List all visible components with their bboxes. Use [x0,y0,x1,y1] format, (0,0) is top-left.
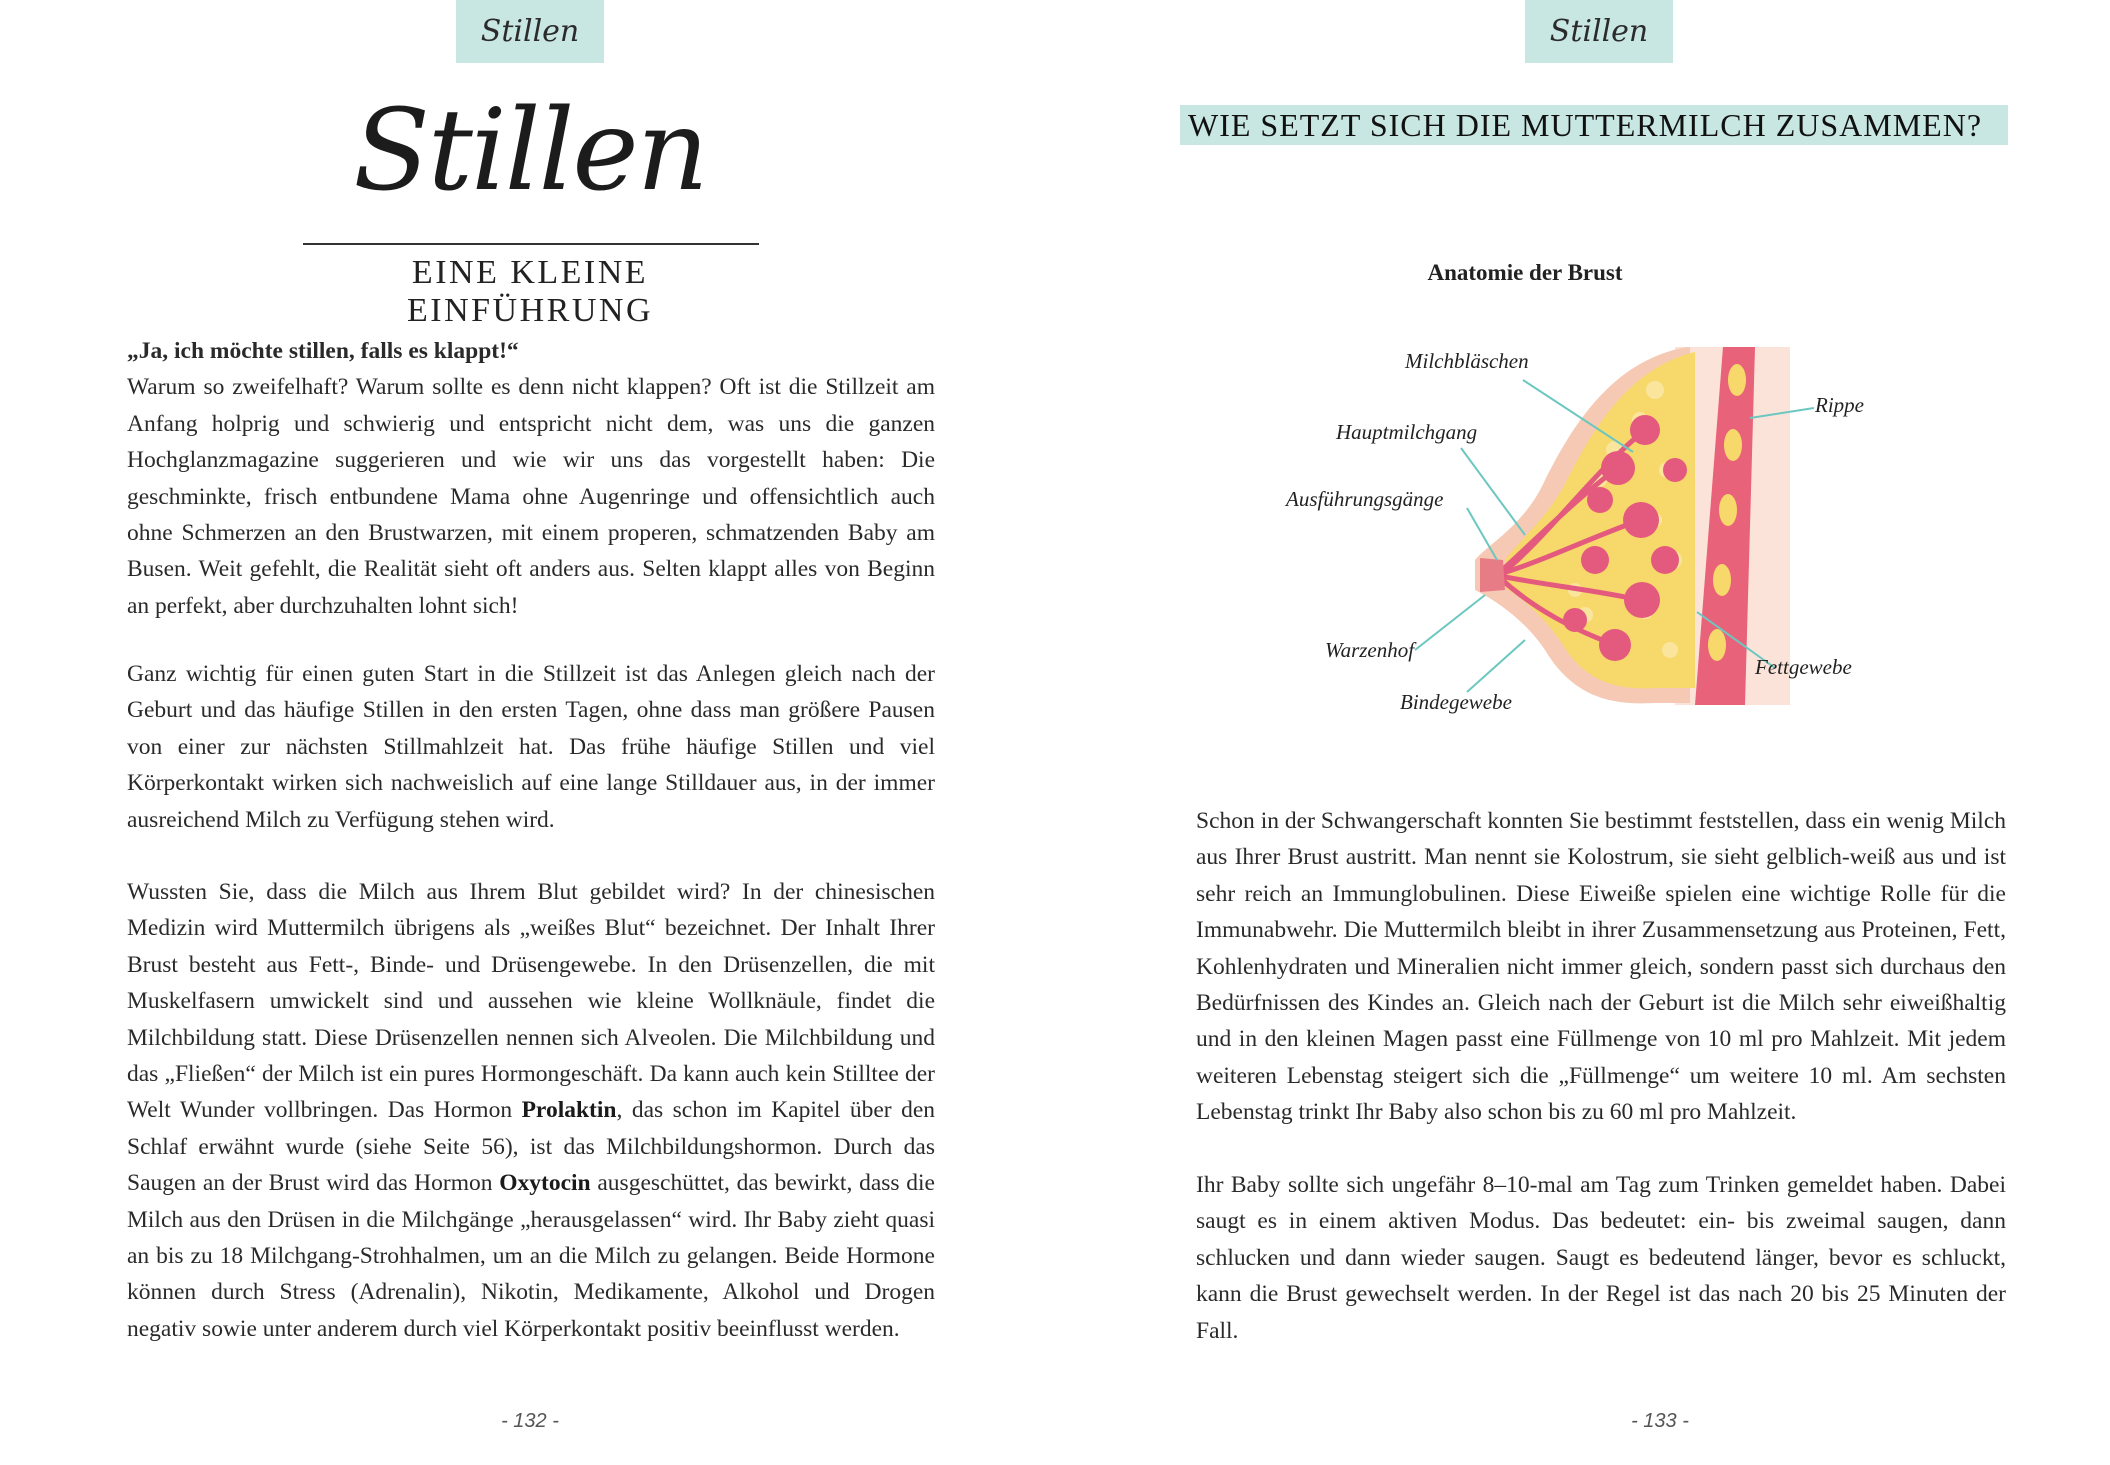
paragraph-text: , das schon im Kapitel über den Schlaf erwähnt wurde (siehe Seite 56), ist das Milchbildungshormon. Durch das Saugen an der Brust wird das Hormon [127,1097,935,1197]
paragraph-text: ausgeschüttet, das bewirkt, dass die Milch aus den Drüsen in die Milchgänge „herausgelassen“ wird. Ihr Baby zieht quasi an bis zu 18 Milchgang-Strohhalmen, um an die Milch zu gelangen. Beide Hormone können durch Stress (Adrenalin), Nikotin, Medikamente, Alkohol und Drogen negativ sowie unter anderem durch viel Körperkontakt positiv beeinflusst werden. [127,1170,935,1342]
label-rippe: Rippe [1815,393,1864,417]
diagram-title: Anatomie der Brust [1427,260,1623,285]
lead-question: „Ja, ich möchte stillen, falls es klappt!“ [127,338,519,364]
label-hauptmilchgang: Hauptmilchgang [1336,420,1478,444]
label-milchblaeschen: Milchbläschen [1405,349,1529,373]
prolaktin-term: Prolaktin [521,1097,617,1124]
label-warzenhof: Warzenhof [1325,638,1415,662]
breast-anatomy-diagram [1055,0,2110,760]
label-fettgewebe: Fettgewebe [1755,655,1852,679]
chapter-tab: Stillen [1525,0,1673,63]
page-number: - 133 - [1631,1410,1689,1432]
chapter-script-title: Stillen [353,86,707,216]
title-divider [303,243,759,245]
start-paragraph: Ganz wichtig für einen guten Start in die Stillzeit ist das Anlegen gleich nach der Geburt und das häufige Stillen in den ersten Tagen, ohne dass man größere Pausen von einer zur nächsten Stillmahlzeit hat. Das frühe häufige Stillen und viel Körperkontakt wirken sich nachweislich auf eine lange Stilldauer aus, in der immer ausreichend Milch zu Verfügung stehen wird. [127,661,935,833]
oxytocin-term: Oxytocin [499,1170,591,1197]
colostrum-paragraph: Schon in der Schwangerschaft konnten Sie bestimmt feststellen, dass ein wenig Milch aus Ihrer Brust austritt. Man nennt sie Kolostrum, sie sieht gelblich-weiß aus und ist sehr reich an Immunglobulinen. Diese Eiweiße spielen eine wichtige Rolle für die Immunabwehr. Die Muttermilch bleibt in ihrer Zusammensetzung aus Proteinen, Fett, Kohlenhydraten und Mineralien nicht immer gleich, sondern passt sich durchaus den Bedürfnissen des Kindes an. Gleich nach der Geburt ist die Milch sehr eiweißhaltig und in den kleinen Magen passt eine Füllmenge von 10 ml pro Mahlzeit. Mit jedem weiteren Lebenstag steigert sich die „Füllmenge“ um weitere 10 ml. Am sechsten Lebenstag trinkt Ihr Baby also schon bis zu 60 ml pro Mahlzeit. [1196,808,2006,1126]
paragraph-text: Warum so zweifelhaft? Warum sollte es denn nicht klappen? Oft ist die Stillzeit am Anfang holprig und schwierig und entspricht nicht dem, was uns die ganzen Hochglanzmagazine suggerieren und wie wir uns das vorgestellt haben: Die geschminkte, frisch entbundene Mama ohne Augenringe und offensichtlich auch ohne Schmerzen an den Brustwarzen, mit einem properen, schmatzenden Baby am Busen. Weit gefehlt, die Realität sieht oft anders aus. Selten klappt alles von Beginn an perfekt, aber durchzuhalten lohnt sich! [127,374,935,619]
label-ausfuehrungsgaenge: Ausführungsgänge [1286,487,1444,511]
right-page [1055,0,2110,1465]
section-heading-text: WIE SETZT SICH DIE MUTTERMILCH ZUSAMMEN? [1188,106,1983,143]
intro-paragraph [127,333,935,624]
page-number: - 132 - [501,1410,559,1432]
hormone-paragraph [127,874,935,1347]
chapter-tab: Stillen [456,0,604,63]
nipple [1480,558,1505,592]
paragraph-text: Wussten Sie, dass die Milch aus Ihrem Blut gebildet wird? In der chinesischen Medizin wird Muttermilch übrigens als „weißes Blut“ bezeichnet. Der Inhalt Ihrer Brust besteht aus Fett-, Binde- und Drüsengewebe. In den Drüsenzellen, die mit Muskelfasern umwickelt sind und aussehen wie kleine Wollknäule, findet die Milchbildung statt. Diese Drüsenzellen nennen sich Alveolen. Die Milchbildung und das „Fließen“ der Milch ist ein pures Hormongeschäft. Da kann auch kein Stilltee der Welt Wunder vollbringen. Das Hormon [127,879,935,1124]
label-bindegewebe: Bindegewebe [1400,690,1512,714]
chapter-subtitle: EINE KLEINE EINFÜHRUNG [407,254,653,329]
feeding-paragraph: Ihr Baby sollte sich ungefähr 8–10-mal am Tag zum Trinken gemeldet haben. Dabei saugt es in einem aktiven Modus. Das bedeutet: ein- bis zweimal saugen, dann schlucken und dann wieder saugen. Saugt es bedeutend länger, bevor es schluckt, kann die Brust gewechselt werden. In der Regel ist das nach 20 bis 25 Minuten der Fall. [1196,1172,2006,1344]
